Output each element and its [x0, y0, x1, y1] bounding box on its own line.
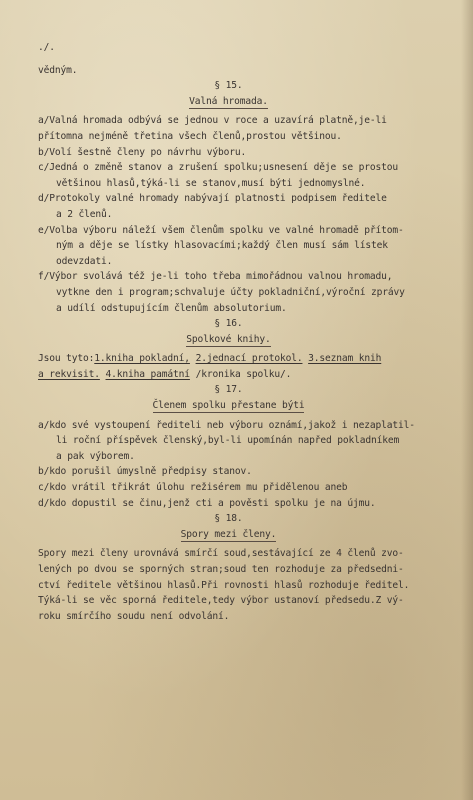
s17-line-1: a/kdo své vystoupení řediteli neb výboru oznámí,jakož i nezaplatil-: [38, 419, 415, 431]
s18-line-2: lených po dvou se sporných stran;soud ten rozhoduje za předsedni-: [38, 564, 404, 575]
s15-line-11: f/Výbor svolává též je-li toho třeba mimořádnou valnou hromadu,: [38, 271, 393, 283]
s16-book-3-cont: a rekvisit.: [38, 368, 100, 380]
s15-line-10: odevzdati.: [56, 255, 113, 267]
s18-line-4: Týká-li se věc sporná ředitele,tedy výbor ustanoví předsedu.Z vý-: [38, 595, 404, 607]
s15-line-3: b/Volí šestně členy po návrhu výboru.: [38, 146, 247, 158]
s15-line-13: a udílí odstupujícím členům absolutorium.: [56, 302, 287, 314]
s16-book-4: 4.kniha památní: [105, 368, 190, 380]
s17-line-6: d/kdo dopustil se činu,jenž cti a pověsti spolku je na újmu.: [38, 497, 376, 509]
s16-book-2: 2.jednací protokol.: [195, 353, 303, 365]
page-continuation-marker: ./.: [38, 42, 55, 53]
section-18-title: Spory mezi členy.: [180, 528, 277, 540]
section-18-number: § 18.: [214, 513, 243, 525]
intro-line: vědným.: [38, 64, 78, 76]
s15-line-1: a/Valná hromada odbývá se jednou v roce a uzavírá platně,je-li: [38, 115, 387, 127]
s16-line-1: [38, 351, 459, 367]
section-15-number: § 15.: [214, 80, 243, 92]
s15-line-5: většinou hlasů,týká-li se stanov,musí býti jednomyslné.: [56, 177, 366, 189]
s16-suffix: /kronika spolku/.: [195, 368, 292, 380]
section-16-title: Spolkové knihy.: [186, 333, 271, 345]
s15-line-9: ným a děje se lístky hlasovacími;každý člen musí sám lístek: [56, 240, 388, 252]
section-15-title: Valná hromada.: [189, 95, 268, 107]
s16-book-3: 3.seznam knih: [308, 353, 382, 365]
s16-prefix: Jsou tyto:: [38, 353, 95, 365]
section-15-title-row: [38, 94, 419, 110]
s18-line-1: Spory mezi členy urovnává smírčí soud,sestávající ze 4 členů zvo-: [38, 548, 404, 560]
s17-line-2: li roční příspěvek členský,byl-li upomínán napřed pokladníkem: [56, 435, 400, 447]
section-17-number: § 17.: [214, 384, 243, 396]
section-17-title: Členem spolku přestane býti: [152, 400, 305, 412]
s15-line-4: c/Jedná o změně stanov a zrušení spolku;usnesení děje se prostou: [38, 162, 399, 174]
s15-line-7: a 2 členů.: [56, 208, 113, 220]
section-17-title-row: [38, 398, 419, 414]
s17-line-3: a pak výborem.: [56, 450, 135, 462]
s18-line-3: ctví ředitele většinou hlasů.Při rovnosti hlasů rozhoduje ředitel.: [38, 579, 410, 591]
section-16-number: § 16.: [214, 318, 243, 330]
s15-line-12: vytkne den i program;schvaluje účty pokladniční,výroční zprávy: [56, 286, 405, 298]
s17-line-4: b/kdo porušil úmyslně předpisy stanov.: [38, 466, 252, 478]
s17-line-5: c/kdo vrátil třikrát úlohu režisérem mu přidělenou aneb: [38, 482, 348, 494]
s18-line-5: roku smírčího soudu není odvolání.: [38, 610, 230, 622]
s16-line-2: [38, 367, 459, 383]
s16-book-1: 1.kniha pokladní,: [94, 353, 190, 365]
section-16-title-row: [38, 332, 419, 348]
s15-line-2: přítomna nejméně třetina všech členů,prostou většinou.: [38, 130, 342, 142]
section-18-title-row: [38, 527, 419, 543]
s15-line-8: e/Volba výboru náleží všem členům spolku ve valné hromadě přítom-: [38, 224, 404, 236]
s15-line-6: d/Protokoly valné hromady nabývají platnosti podpisem ředitele: [38, 193, 387, 205]
